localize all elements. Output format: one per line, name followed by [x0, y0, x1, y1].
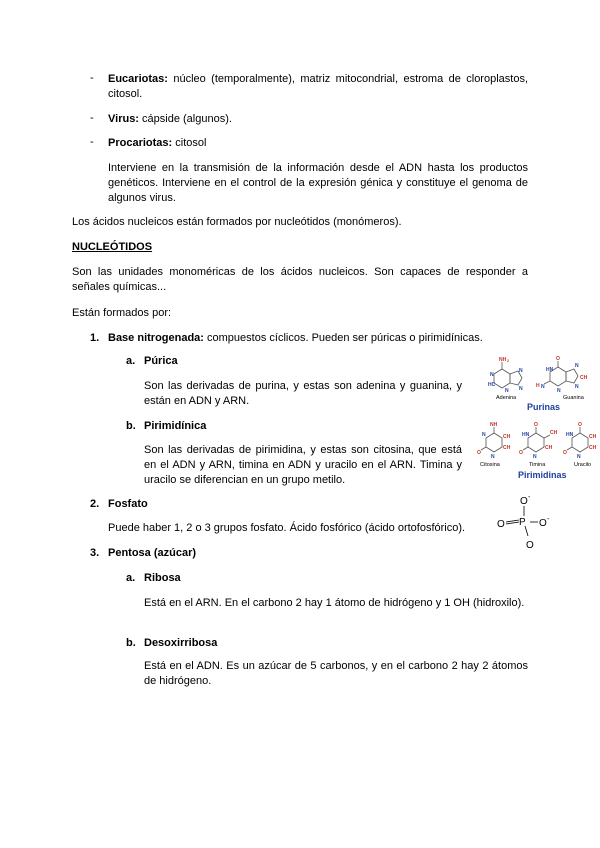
svg-text:N: N [577, 454, 581, 460]
svg-text:NH: NH [499, 357, 507, 363]
subitem-title-purica: Púrica [144, 355, 178, 367]
purinas-title: Purinas [527, 402, 561, 412]
subitem-title-desoxirribosa: Desoxirribosa [144, 637, 218, 649]
svg-text:N: N [490, 372, 494, 378]
bullet-dash: - [90, 72, 94, 84]
svg-text:H: H [536, 383, 540, 389]
svg-text:N: N [519, 368, 523, 374]
oxygen-top: O [520, 496, 528, 507]
list-item-text: citosol [175, 137, 207, 149]
phosphate-atoms [497, 494, 550, 551]
guanine-structure [544, 361, 578, 386]
svg-text:CH: CH [589, 445, 597, 451]
svg-text:2: 2 [507, 359, 509, 363]
item-base-nitrogenada [108, 331, 528, 346]
svg-text:HN: HN [546, 367, 554, 373]
intro-line: Los ácidos nucleicos están formados por nucleótidos (monómeros). [72, 216, 402, 228]
svg-text:O: O [519, 450, 523, 456]
svg-text:CH: CH [503, 445, 511, 451]
adenine-structure [494, 362, 522, 388]
item-text-fosfato: Puede haber 1, 2 o 3 grupos fosfato. Ácido fosfórico (ácido ortofosfórico). [108, 522, 466, 534]
cytosine-atoms [477, 422, 511, 460]
list-number: 3. [90, 547, 100, 559]
svg-text:CH: CH [589, 434, 597, 440]
purina-label-guanina: Guanina [563, 395, 584, 401]
subitem-title-ribosa: Ribosa [144, 572, 181, 584]
list-letter: b. [126, 637, 136, 649]
oxygen-right: O [539, 518, 547, 529]
bullet-dash: - [90, 112, 94, 124]
purinas-figure [480, 352, 598, 414]
bullet-dash: - [90, 136, 94, 148]
list-item-label: Eucariotas: [108, 73, 168, 85]
subitem-text-ribosa: Está en el ARN. En el carbono 2 hay 1 átomo de hidrógeno y 1 OH (hidroxilo). [144, 597, 525, 609]
list-number: 1. [90, 332, 100, 344]
phosphorus: P [519, 517, 526, 528]
oxygen-left: O [497, 519, 505, 530]
list-letter: a. [126, 355, 136, 367]
list-item-label: Procariotas: [108, 137, 173, 149]
uracil-structure [567, 427, 588, 452]
formed-by-line: Están formados por: [72, 307, 172, 319]
list-item-text: cápside (algunos). [142, 113, 232, 125]
thymine-atoms [519, 422, 558, 460]
list-item-eucariotas [108, 72, 528, 102]
list-letter: b. [126, 420, 136, 432]
list-letter: a. [126, 572, 136, 584]
subitem-text-desoxirribosa: Está en el ADN. Es un azúcar de 5 carbonos, y en el carbono 2 hay 2 átomos de hidrógeno. [144, 660, 528, 687]
pirimidinas-figure [476, 420, 598, 482]
svg-text:N: N [575, 384, 579, 390]
pirimidina-label-uracilo: Uracilo [574, 462, 592, 468]
guanine-atoms [536, 356, 588, 394]
svg-text:O: O [534, 422, 538, 428]
subitem-text-pirimidinica: Son las derivadas de pirimidina, y estas son citosina, que está en el ADN y ARN, timina en ADN y uracilo en el ARN. Timina y uracilo se diferencian en un grupo metilo. [144, 444, 462, 486]
svg-text:O: O [578, 422, 582, 428]
list-item-label: Virus: [108, 113, 139, 125]
svg-text:N: N [482, 432, 486, 438]
definition-paragraph: Son las unidades monoméricas de los ácidos nucleicos. Son capaces de responder a señales químicas... [72, 266, 528, 293]
svg-text:CH: CH [550, 430, 558, 436]
list1-paragraph: Interviene en la transmisión de la información desde el ADN hasta los productos genéticos. Interviene en el control de la expresión génica y constituye el genoma de algunos virus. [108, 162, 528, 204]
section-heading: NUCLEÓTIDOS [72, 241, 153, 253]
list-item-text: núcleo (temporalmente), matriz mitocondrial, estroma de cloroplastos, citosol. [108, 73, 529, 100]
svg-text:N: N [505, 388, 509, 394]
item-title: Base nitrogenada: [108, 332, 204, 344]
svg-text:N: N [541, 384, 545, 390]
subitem-text-purica: Son las derivadas de purina, y estas son adenina y guanina, y están en ADN y ARN. [144, 380, 462, 407]
svg-text:O: O [563, 450, 567, 456]
purina-label-adenina: Adenina [496, 395, 517, 401]
svg-text:N: N [575, 363, 579, 369]
pirimidinas-title: Pirimidinas [518, 470, 567, 480]
svg-text:HC: HC [488, 382, 496, 388]
svg-text:HN: HN [566, 432, 574, 438]
list-item-virus [108, 112, 528, 127]
item-title-pentosa: Pentosa (azúcar) [108, 547, 197, 559]
pirimidina-label-citosina: Citosina [480, 462, 500, 468]
subitem-title-pirimidinica: Pirimidínica [144, 420, 207, 432]
svg-text:CH: CH [580, 375, 588, 381]
list-item-procariotas [108, 136, 528, 151]
svg-text:N: N [519, 386, 523, 392]
svg-text:O: O [556, 356, 560, 362]
uracil-atoms [563, 422, 597, 460]
svg-text:N: N [557, 388, 561, 394]
pirimidina-label-timina: Timina [529, 462, 546, 468]
item-text: compuestos cíclicos. Pueden ser púricas o pirimidínicas. [207, 332, 483, 344]
adenine-atoms [488, 357, 523, 394]
list-number: 2. [90, 498, 100, 510]
svg-text:N: N [491, 454, 495, 460]
charge-top: - [528, 494, 531, 501]
fosfato-figure [494, 494, 554, 554]
svg-text:NH: NH [490, 422, 498, 428]
svg-text:O: O [477, 450, 481, 456]
cytosine-structure [481, 427, 502, 452]
charge-right: - [547, 516, 550, 523]
oxygen-bottom: O [526, 540, 534, 551]
svg-text:HN: HN [522, 432, 530, 438]
item-title-fosfato: Fosfato [108, 498, 148, 510]
svg-text:CH: CH [503, 434, 511, 440]
svg-text:CH: CH [545, 445, 553, 451]
svg-text:N: N [533, 454, 537, 460]
